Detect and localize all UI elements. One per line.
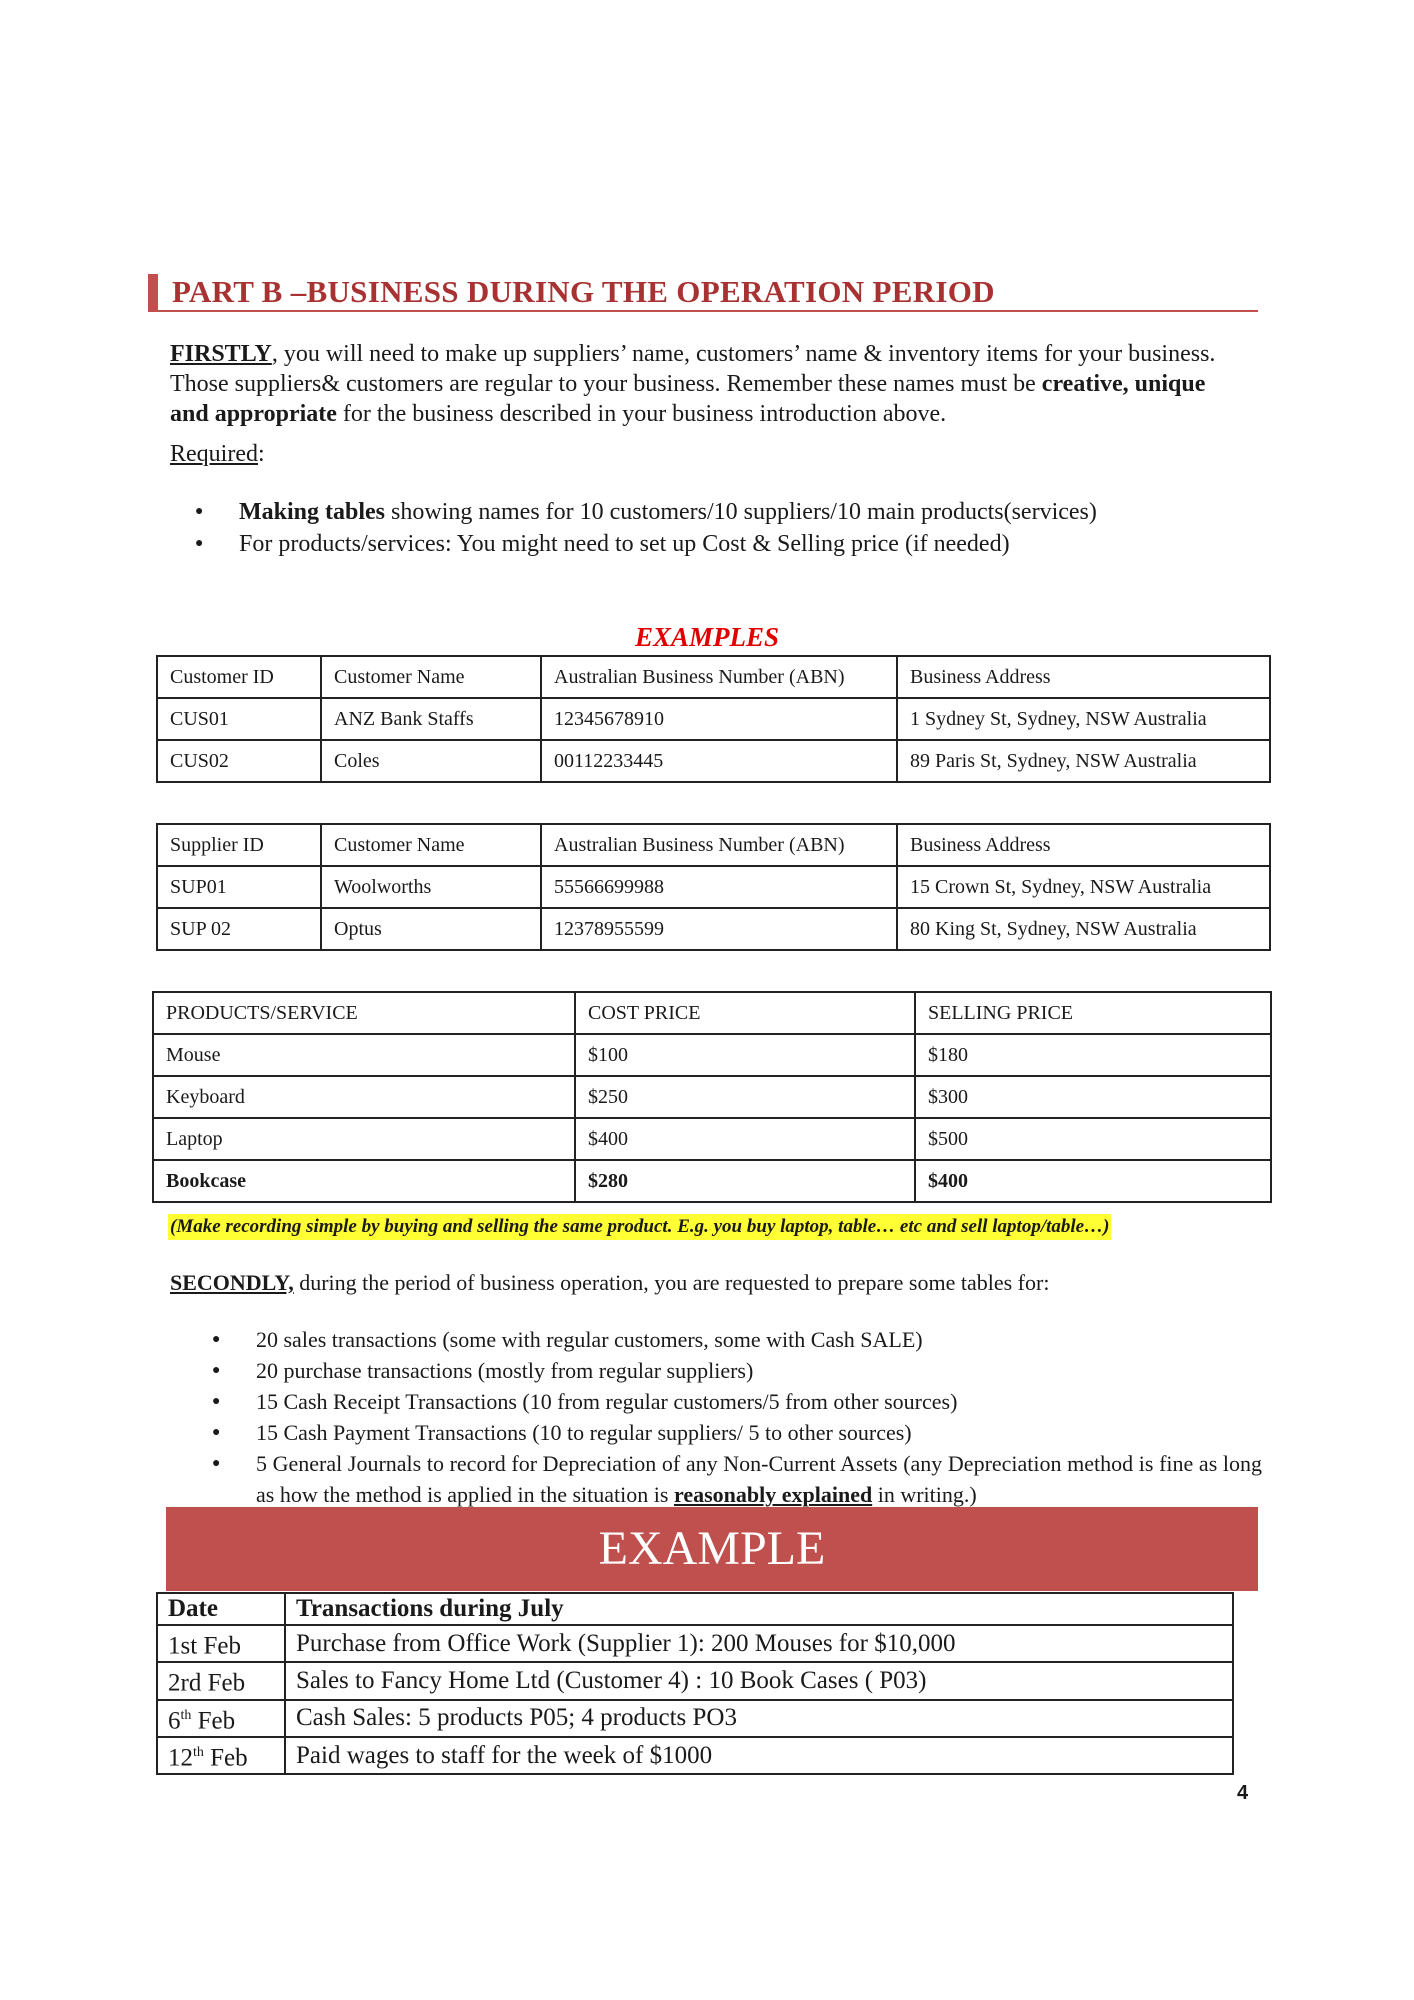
table-cell: 80 King St, Sydney, NSW Australia (897, 908, 1270, 950)
table-cell: Sales to Fancy Home Ltd (Customer 4) : 10 Book Cases ( P03) (285, 1662, 1233, 1699)
table-cell: 15 Crown St, Sydney, NSW Australia (897, 866, 1270, 908)
table-cell: 1 Sydney St, Sydney, NSW Australia (897, 698, 1270, 740)
header-cell: Australian Business Number (ABN) (541, 656, 897, 698)
table-cell: 55566699988 (541, 866, 897, 908)
table-cell: SUP01 (157, 866, 321, 908)
table-cell: Keyboard (153, 1076, 575, 1118)
table-cell: $300 (915, 1076, 1271, 1118)
table-cell: 12345678910 (541, 698, 897, 740)
table-row (153, 1076, 1271, 1118)
header-cell: Supplier ID (157, 824, 321, 866)
heading-accent-bar (148, 274, 158, 312)
secondly-label: SECONDLY, (170, 1270, 294, 1295)
table-row (157, 1662, 1233, 1699)
highlighted-note: (Make recording simple by buying and selling the same product. E.g. you buy laptop, table… etc and sell laptop/table…) (168, 1214, 1111, 1240)
header-cell: Transactions during July (285, 1593, 1233, 1625)
table-row (157, 698, 1270, 740)
header-cell: Business Address (897, 824, 1270, 866)
secondly-paragraph (170, 1270, 1049, 1296)
table-cell: $280 (575, 1160, 915, 1202)
requirements-list (195, 496, 1097, 560)
table-row (157, 1737, 1233, 1774)
intro-bold: creative, unique and appropriate (170, 371, 1206, 427)
table-cell: Purchase from Office Work (Supplier 1): 200 Mouses for $10,000 (285, 1625, 1233, 1662)
list-item: ● For products/services: You might need to set up Cost & Selling price (if needed) (195, 528, 1097, 560)
header-cell: PRODUCTS/SERVICE (153, 992, 575, 1034)
products-table (152, 991, 1272, 1203)
transactions-table (156, 1592, 1234, 1775)
list-item: ● 15 Cash Payment Transactions (10 to regular suppliers/ 5 to other sources) (212, 1417, 1262, 1448)
table-cell: $500 (915, 1118, 1271, 1160)
table-cell: Bookcase (153, 1160, 575, 1202)
header-cell: Customer Name (321, 824, 541, 866)
table-header-row (157, 824, 1270, 866)
intro-paragraph (170, 339, 1250, 429)
table-cell: Laptop (153, 1118, 575, 1160)
secondly-text: during the period of business operation, you are requested to prepare some tables for: (293, 1270, 1050, 1295)
table-header-row (157, 1593, 1233, 1625)
required-label: Required: (170, 441, 265, 467)
intro-text-1: , you will need to make up suppliers’ name, customers’ name & inventory items for your business. Those suppliers& customers are regular to your business. Remember these names must be (170, 341, 1216, 397)
table-cell: 00112233445 (541, 740, 897, 782)
table-cell: 12378955599 (541, 908, 897, 950)
table-cell: $250 (575, 1076, 915, 1118)
list-item: ● 20 purchase transactions (mostly from regular suppliers) (212, 1355, 1262, 1386)
table-cell: Paid wages to staff for the week of $1000 (285, 1737, 1233, 1774)
table-cell: ANZ Bank Staffs (321, 698, 541, 740)
list-item: ● 15 Cash Receipt Transactions (10 from regular customers/5 from other sources) (212, 1386, 1262, 1417)
list-item: ● 5 General Journals to record for Depreciation of any Non-Current Assets (any Depreciation method is fine as long as how the method is applied in the situation is reasonably explained in writing.) (212, 1448, 1262, 1510)
table-cell: CUS02 (157, 740, 321, 782)
table-cell: SUP 02 (157, 908, 321, 950)
date-cell: 1st Feb (157, 1625, 285, 1662)
header-cell: COST PRICE (575, 992, 915, 1034)
table-cell: Optus (321, 908, 541, 950)
table-row (157, 866, 1270, 908)
firstly-label: FIRSTLY (170, 341, 272, 367)
table-cell: $100 (575, 1034, 915, 1076)
date-cell: 6th Feb (157, 1700, 285, 1737)
intro-text-2: for the business described in your business introduction above. (336, 401, 947, 427)
date-cell: 12th Feb (157, 1737, 285, 1774)
table-cell: $400 (915, 1160, 1271, 1202)
section-heading (148, 274, 1258, 312)
list-item: ● Making tables showing names for 10 customers/10 suppliers/10 main products(services) (195, 496, 1097, 528)
customers-table (156, 655, 1271, 783)
table-cell: Woolworths (321, 866, 541, 908)
header-cell: Customer Name (321, 656, 541, 698)
list-item: ● 20 sales transactions (some with regular customers, some with Cash SALE) (212, 1324, 1262, 1355)
header-cell: Customer ID (157, 656, 321, 698)
header-cell: Date (157, 1593, 285, 1625)
example-banner: EXAMPLE (166, 1507, 1258, 1591)
header-cell: Australian Business Number (ABN) (541, 824, 897, 866)
header-cell: SELLING PRICE (915, 992, 1271, 1034)
table-cell: 89 Paris St, Sydney, NSW Australia (897, 740, 1270, 782)
table-row (153, 1118, 1271, 1160)
table-cell: Cash Sales: 5 products P05; 4 products PO3 (285, 1700, 1233, 1737)
tasks-list (212, 1324, 1262, 1510)
table-row (153, 1034, 1271, 1076)
table-header-row (153, 992, 1271, 1034)
header-cell: Business Address (897, 656, 1270, 698)
table-row (157, 908, 1270, 950)
table-row (153, 1160, 1271, 1202)
table-cell: $400 (575, 1118, 915, 1160)
examples-title: EXAMPLES (634, 622, 780, 652)
date-cell: 2rd Feb (157, 1662, 285, 1699)
table-cell: Coles (321, 740, 541, 782)
section-title: PART B –BUSINESS DURING THE OPERATION PERIOD (172, 274, 995, 309)
table-cell: CUS01 (157, 698, 321, 740)
table-cell: $180 (915, 1034, 1271, 1076)
table-row (157, 1700, 1233, 1737)
table-row (157, 740, 1270, 782)
page-number: 4 (1237, 1782, 1249, 1804)
table-row (157, 1625, 1233, 1662)
table-cell: Mouse (153, 1034, 575, 1076)
suppliers-table (156, 823, 1271, 951)
table-header-row (157, 656, 1270, 698)
